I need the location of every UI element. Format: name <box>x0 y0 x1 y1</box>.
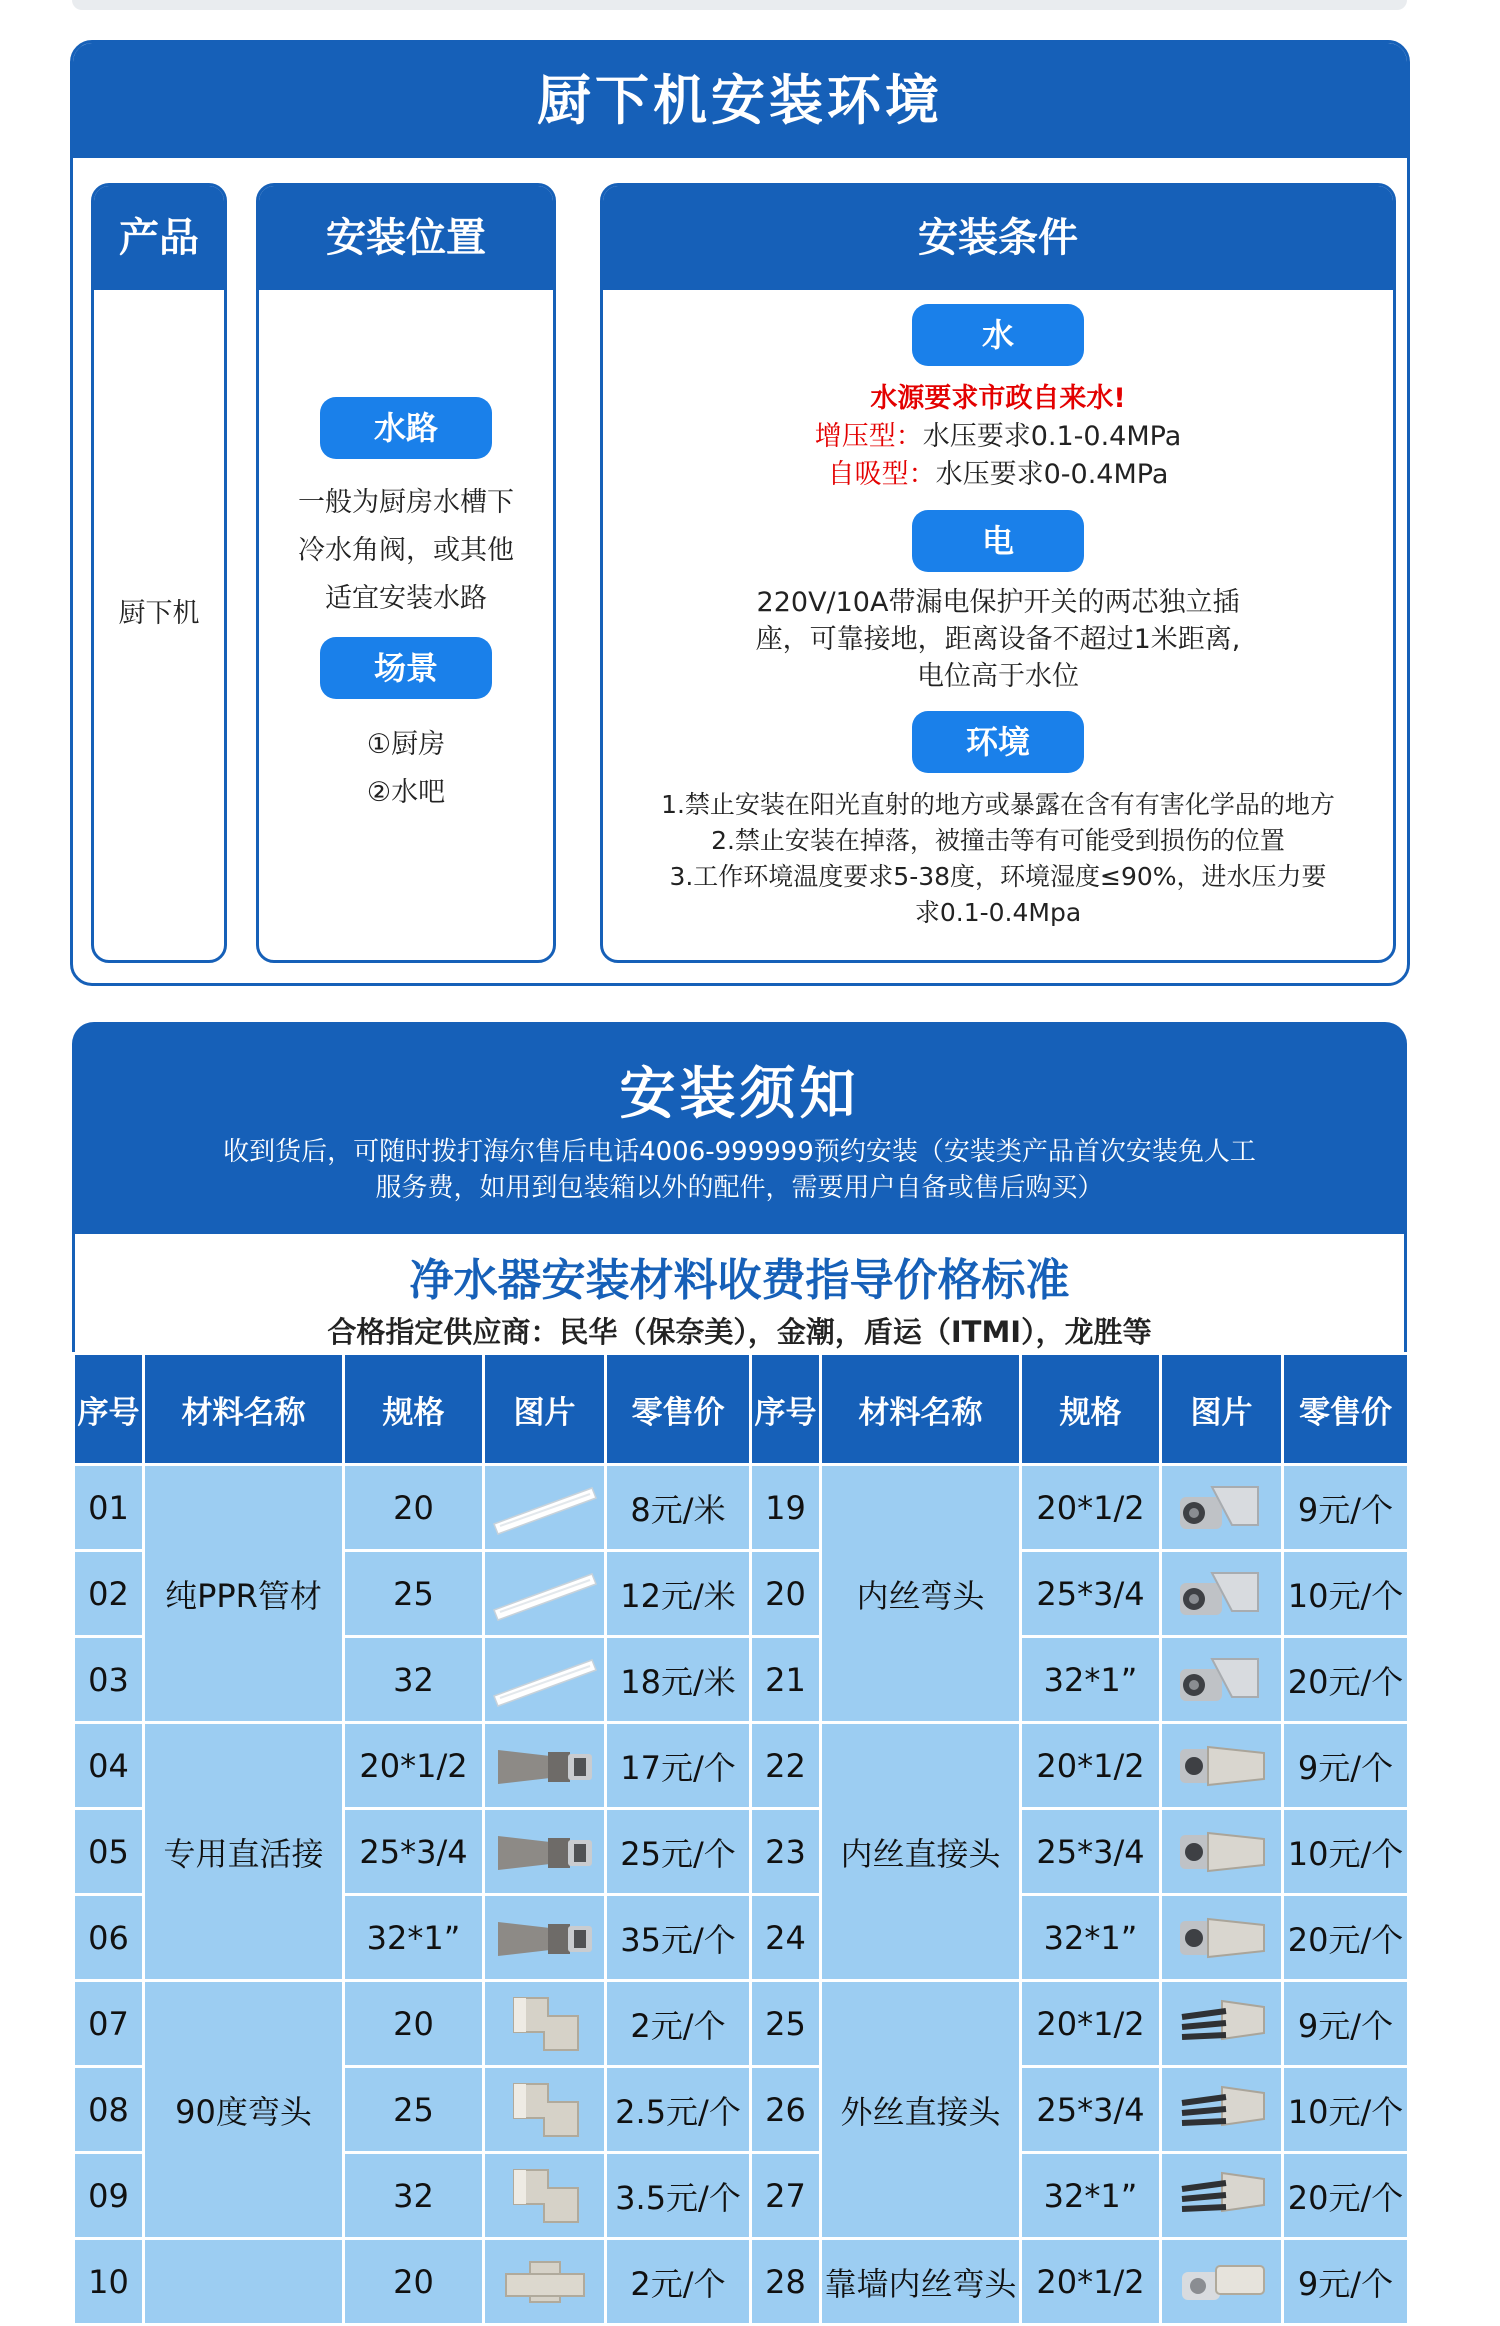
item-number: 27 <box>751 2153 821 2239</box>
spec: 32*1” <box>1021 1895 1161 1981</box>
product-image-cell <box>1161 1465 1283 1551</box>
install-environment-title: 厨下机安装环境 <box>73 43 1407 158</box>
pipe-icon <box>485 1564 604 1624</box>
item-number: 06 <box>74 1895 144 1981</box>
product-image-cell <box>484 1723 606 1809</box>
environment-rule: 3.工作环境温度要求5-38度，环境湿度≤90%，进水压力要 <box>669 862 1327 891</box>
wall-elbow-icon <box>1162 2258 1281 2306</box>
scene-badge: 场景 <box>320 637 492 699</box>
item-number: 20 <box>751 1551 821 1637</box>
conditions-header: 安装条件 <box>603 186 1393 290</box>
threaded-elbow-icon <box>1162 1649 1281 1711</box>
price-table <box>72 1352 1410 2326</box>
product-image-cell <box>1161 1637 1283 1723</box>
scene-item: ①厨房 <box>366 729 446 760</box>
power-line: 220V/10A带漏电保护开关的两芯独立插 <box>756 587 1240 618</box>
material-name <box>144 2239 344 2325</box>
table-row <box>74 1465 1409 1551</box>
product-image-cell <box>484 2239 606 2325</box>
pipe-icon <box>485 1478 604 1538</box>
item-number: 23 <box>751 1809 821 1895</box>
retail-price: 20元/个 <box>1283 2153 1409 2239</box>
location-column <box>256 183 556 963</box>
scene-item: ②水吧 <box>366 777 446 808</box>
location-header: 安装位置 <box>259 186 553 290</box>
water-boost-line <box>603 418 1393 456</box>
retail-price: 10元/个 <box>1283 1809 1409 1895</box>
product-image-cell <box>484 2153 606 2239</box>
item-number: 09 <box>74 2153 144 2239</box>
table-row <box>74 1723 1409 1809</box>
power-badge: 电 <box>912 510 1084 572</box>
waterway-line: 一般为厨房水槽下 <box>298 487 514 518</box>
product-image-cell <box>1161 1895 1283 1981</box>
product-image-cell <box>484 1981 606 2067</box>
waterway-description <box>259 479 553 623</box>
environment-rule: 2.禁止安装在掉落，被撞击等有可能受到损伤的位置 <box>711 826 1285 855</box>
install-notice-section <box>72 1022 1407 2322</box>
install-environment-card <box>70 40 1410 986</box>
spec: 20*1/2 <box>1021 1465 1161 1551</box>
spec: 25*3/4 <box>344 1809 484 1895</box>
conditions-column <box>600 183 1396 963</box>
material-name: 靠墙内丝弯头 <box>821 2239 1021 2325</box>
item-number: 19 <box>751 1465 821 1551</box>
product-image-cell <box>1161 2067 1283 2153</box>
spec: 20*1/2 <box>1021 2239 1161 2325</box>
product-image-cell <box>1161 1981 1283 2067</box>
product-image-cell <box>1161 2239 1283 2325</box>
power-line: 电位高于水位 <box>917 661 1079 692</box>
table-row <box>74 2239 1409 2325</box>
spec: 25*3/4 <box>1021 2067 1161 2153</box>
tee-icon <box>485 2258 604 2306</box>
pipe-icon <box>485 1650 604 1710</box>
column-header: 零售价 <box>606 1354 751 1465</box>
retail-price: 9元/个 <box>1283 1723 1409 1809</box>
retail-price: 2.5元/个 <box>606 2067 751 2153</box>
price-standard-box <box>72 1234 1407 1352</box>
scene-list <box>259 721 553 817</box>
power-line: 座，可靠接地，距离设备不超过1米距离, <box>755 624 1241 655</box>
material-name: 外丝直接头 <box>821 1981 1021 2239</box>
retail-price: 25元/个 <box>606 1809 751 1895</box>
item-number: 02 <box>74 1551 144 1637</box>
item-number: 05 <box>74 1809 144 1895</box>
male-thread-coupling-icon <box>1162 1993 1281 2055</box>
product-image-cell <box>484 1551 606 1637</box>
install-notice-line: 服务费，如用到包装箱以外的配件，需要用户自备或售后购买） <box>375 1173 1104 1203</box>
install-notice-header <box>72 1022 1407 1234</box>
previous-section-edge <box>72 0 1407 10</box>
column-header: 图片 <box>1161 1354 1283 1465</box>
item-number: 10 <box>74 2239 144 2325</box>
column-header: 零售价 <box>1283 1354 1409 1465</box>
threaded-coupling-icon <box>1162 1823 1281 1881</box>
install-notice-title: 安装须知 <box>619 1062 860 1127</box>
product-column <box>91 183 227 963</box>
spec: 20 <box>344 1981 484 2067</box>
elbow-icon <box>485 1992 604 2056</box>
water-boost-value: 水压要求0.1-0.4MPa <box>922 421 1182 452</box>
environment-rules <box>603 787 1393 931</box>
item-number: 01 <box>74 1465 144 1551</box>
product-image-cell <box>484 1637 606 1723</box>
water-source-requirement: 水源要求市政自来水! <box>870 383 1126 414</box>
item-number: 26 <box>751 2067 821 2153</box>
elbow-icon <box>485 2164 604 2228</box>
spec: 20*1/2 <box>1021 1981 1161 2067</box>
spec: 20 <box>344 2239 484 2325</box>
union-connector-icon <box>485 1822 604 1882</box>
product-image-cell <box>484 1809 606 1895</box>
retail-price: 20元/个 <box>1283 1637 1409 1723</box>
spec: 25*3/4 <box>1021 1809 1161 1895</box>
item-number: 03 <box>74 1637 144 1723</box>
threaded-elbow-icon <box>1162 1563 1281 1625</box>
material-name: 内丝弯头 <box>821 1465 1021 1723</box>
product-image-cell <box>484 1465 606 1551</box>
male-thread-coupling-icon <box>1162 2079 1281 2141</box>
threaded-elbow-icon <box>1162 1477 1281 1539</box>
waterway-badge: 水路 <box>320 397 492 459</box>
price-table-header-row <box>74 1354 1409 1465</box>
environment-rule: 求0.1-0.4Mpa <box>914 898 1082 927</box>
environment-badge: 环境 <box>912 711 1084 773</box>
price-standard-title: 净水器安装材料收费指导价格标准 <box>409 1255 1070 1306</box>
column-header: 材料名称 <box>821 1354 1021 1465</box>
power-description <box>603 584 1393 695</box>
water-badge: 水 <box>912 304 1084 366</box>
spec: 32*1” <box>1021 2153 1161 2239</box>
threaded-coupling-icon <box>1162 1737 1281 1795</box>
retail-price: 20元/个 <box>1283 1895 1409 1981</box>
retail-price: 9元/个 <box>1283 2239 1409 2325</box>
column-header: 规格 <box>1021 1354 1161 1465</box>
waterway-line: 适宜安装水路 <box>325 583 487 614</box>
water-self-line <box>603 456 1393 494</box>
retail-price: 9元/个 <box>1283 1981 1409 2067</box>
install-notice-line: 收到货后，可随时拨打海尔售后电话4006-999999预约安装（安装类产品首次安装免人工 <box>223 1137 1256 1167</box>
retail-price: 2元/个 <box>606 2239 751 2325</box>
column-header: 规格 <box>344 1354 484 1465</box>
item-number: 24 <box>751 1895 821 1981</box>
water-self-value: 水压要求0-0.4MPa <box>935 459 1169 490</box>
item-number: 08 <box>74 2067 144 2153</box>
column-header: 图片 <box>484 1354 606 1465</box>
product-value: 厨下机 <box>118 598 200 629</box>
retail-price: 17元/个 <box>606 1723 751 1809</box>
product-image-cell <box>1161 1723 1283 1809</box>
retail-price: 10元/个 <box>1283 2067 1409 2153</box>
water-self-key: 自吸型： <box>827 459 936 490</box>
table-row <box>74 1981 1409 2067</box>
item-number: 25 <box>751 1981 821 2067</box>
spec: 25 <box>344 2067 484 2153</box>
retail-price: 3.5元/个 <box>606 2153 751 2239</box>
item-number: 22 <box>751 1723 821 1809</box>
spec: 25*3/4 <box>1021 1551 1161 1637</box>
supplier-line: 合格指定供应商：民华（保奈美），金潮，盾运（ITMI），龙胜等 <box>327 1315 1152 1349</box>
retail-price: 9元/个 <box>1283 1465 1409 1551</box>
retail-price: 35元/个 <box>606 1895 751 1981</box>
waterway-line: 冷水角阀，或其他 <box>298 535 514 566</box>
product-image-cell <box>1161 2153 1283 2239</box>
threaded-coupling-icon <box>1162 1909 1281 1967</box>
spec: 32 <box>344 1637 484 1723</box>
product-image-cell <box>1161 1551 1283 1637</box>
union-connector-icon <box>485 1908 604 1968</box>
retail-price: 2元/个 <box>606 1981 751 2067</box>
spec: 20 <box>344 1465 484 1551</box>
spec: 20*1/2 <box>1021 1723 1161 1809</box>
retail-price: 8元/米 <box>606 1465 751 1551</box>
product-image-cell <box>484 1895 606 1981</box>
product-image-cell <box>1161 1809 1283 1895</box>
item-number: 28 <box>751 2239 821 2325</box>
spec: 25 <box>344 1551 484 1637</box>
retail-price: 10元/个 <box>1283 1551 1409 1637</box>
material-name: 纯PPR管材 <box>144 1465 344 1723</box>
union-connector-icon <box>485 1736 604 1796</box>
item-number: 21 <box>751 1637 821 1723</box>
column-header: 序号 <box>751 1354 821 1465</box>
product-header: 产品 <box>94 186 224 290</box>
male-thread-coupling-icon <box>1162 2165 1281 2227</box>
item-number: 04 <box>74 1723 144 1809</box>
environment-rule: 1.禁止安装在阳光直射的地方或暴露在含有有害化学品的地方 <box>661 790 1335 819</box>
retail-price: 18元/米 <box>606 1637 751 1723</box>
material-name: 90度弯头 <box>144 1981 344 2239</box>
elbow-icon <box>485 2078 604 2142</box>
water-boost-key: 增压型： <box>814 421 923 452</box>
material-name: 专用直活接 <box>144 1723 344 1981</box>
spec: 32*1” <box>1021 1637 1161 1723</box>
spec: 20*1/2 <box>344 1723 484 1809</box>
spec: 32*1” <box>344 1895 484 1981</box>
column-header: 序号 <box>74 1354 144 1465</box>
install-notice-subtitle <box>72 1134 1407 1206</box>
item-number: 07 <box>74 1981 144 2067</box>
retail-price: 12元/米 <box>606 1551 751 1637</box>
material-name: 内丝直接头 <box>821 1723 1021 1981</box>
column-header: 材料名称 <box>144 1354 344 1465</box>
product-image-cell <box>484 2067 606 2153</box>
spec: 32 <box>344 2153 484 2239</box>
